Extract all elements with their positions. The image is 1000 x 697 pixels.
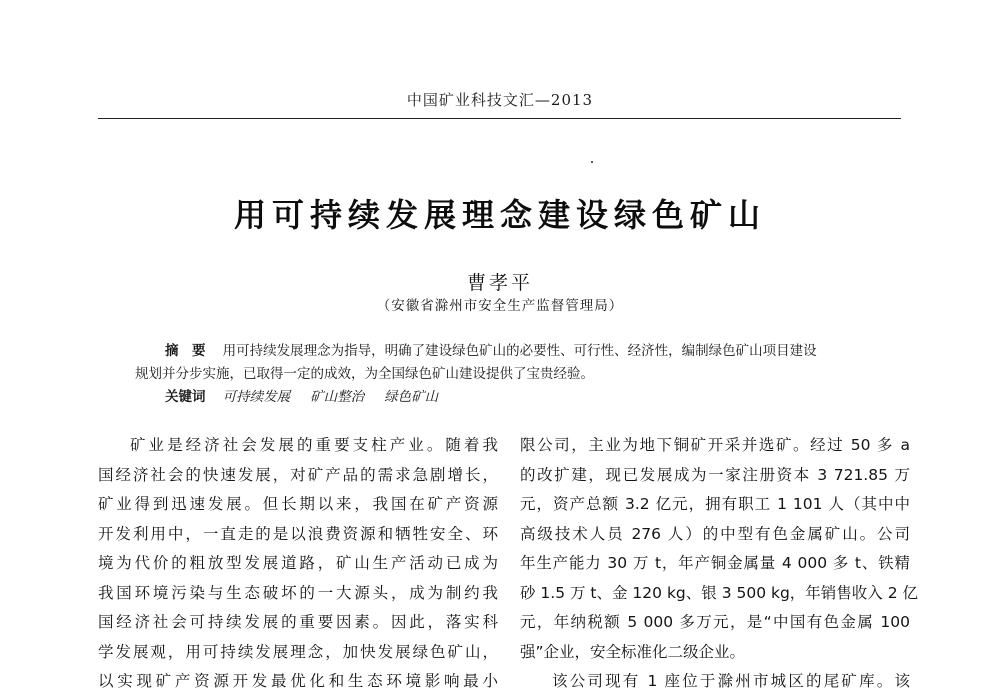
paragraph-line: 该公司现有 1 座位于滁州市城区的尾矿库。该: [552, 672, 910, 690]
scan-speck: [591, 161, 593, 163]
paragraph-line: 我国环境污染与生态破坏的一大源头，成为制约我: [98, 583, 498, 602]
paragraph-line: 年生产能力 30 万 t，年产铜金属量 4 000 多 t、铁精: [520, 554, 910, 572]
paragraph-line: 元，资产总额 3.2 亿元，拥有职工 1 101 人（其中中: [520, 495, 910, 513]
keywords-label: 关键词: [165, 389, 206, 405]
abstract-text-2: 规划并分步实施，已取得一定的成效，为全国绿色矿山建设提供了宝贵经验。: [135, 366, 594, 382]
keywords-line: [165, 385, 458, 405]
paragraph-line: 的改扩建，现已发展成为一家注册资本 3 721.85 万: [520, 465, 910, 484]
header-rule: [98, 118, 901, 119]
keyword: 矿山整治: [310, 389, 365, 405]
paragraph-line: 矿业得到迅速发展。但长期以来，我国在矿产资源: [98, 495, 498, 513]
paragraph-line: 境为代价的粗放型发展道路，矿山生产活动已成为: [98, 554, 498, 572]
article-title: 用可持续发展理念建设绿色矿山: [233, 196, 766, 234]
author-affiliation: （安徽省滁州市安全生产监督管理局）: [376, 298, 624, 314]
running-head: 中国矿业科技文汇—2013: [406, 91, 594, 109]
paragraph-line: 限公司，主业为地下铜矿开采并选矿。经过 50 多 a: [520, 436, 910, 454]
paragraph-line: 元，年纳税额 5 000 多万元，是“中国有色金属 100: [520, 613, 910, 631]
paragraph-line: 国经济社会可持续发展的重要因素。因此，落实科: [98, 613, 498, 631]
paragraph-line: 砂 1.5 万 t、金 120 kg、银 3 500 kg，年销售收入 2 亿: [520, 583, 919, 602]
body-column-left: [98, 431, 498, 697]
author-name: 曹孝平: [466, 272, 533, 294]
keyword: 绿色矿山: [384, 389, 439, 405]
paragraph-line: 学发展观，用可持续发展理念，加快发展绿色矿山，: [98, 642, 498, 661]
paragraph-line: 强”企业，安全标准化二级企业。: [520, 642, 746, 661]
abstract-line-1: [165, 339, 817, 359]
abstract-line-2: [135, 362, 594, 382]
paragraph-line: 开发利用中，一直走的是以浪费资源和牺牲安全、环: [98, 524, 498, 543]
abstract-text-1: 用可持续发展理念为指导，明确了建设绿色矿山的必要性、可行性、经济性，编制绿色矿山项目建设: [222, 343, 817, 359]
abstract-label: 摘 要: [165, 343, 206, 359]
keyword: 可持续发展: [222, 389, 291, 405]
body-column-right: [520, 431, 919, 697]
paragraph-line: 以实现矿产资源开发最优化和生态环境影响最小: [98, 672, 498, 690]
paragraph-line: 高级技术人员 276 人）的中型有色金属矿山。公司: [520, 524, 910, 543]
paragraph-line: 国经济社会的快速发展，对矿产品的需求急剧增长，: [98, 465, 498, 484]
paragraph-line: 矿业是经济社会发展的重要支柱产业。随着我: [130, 436, 498, 454]
